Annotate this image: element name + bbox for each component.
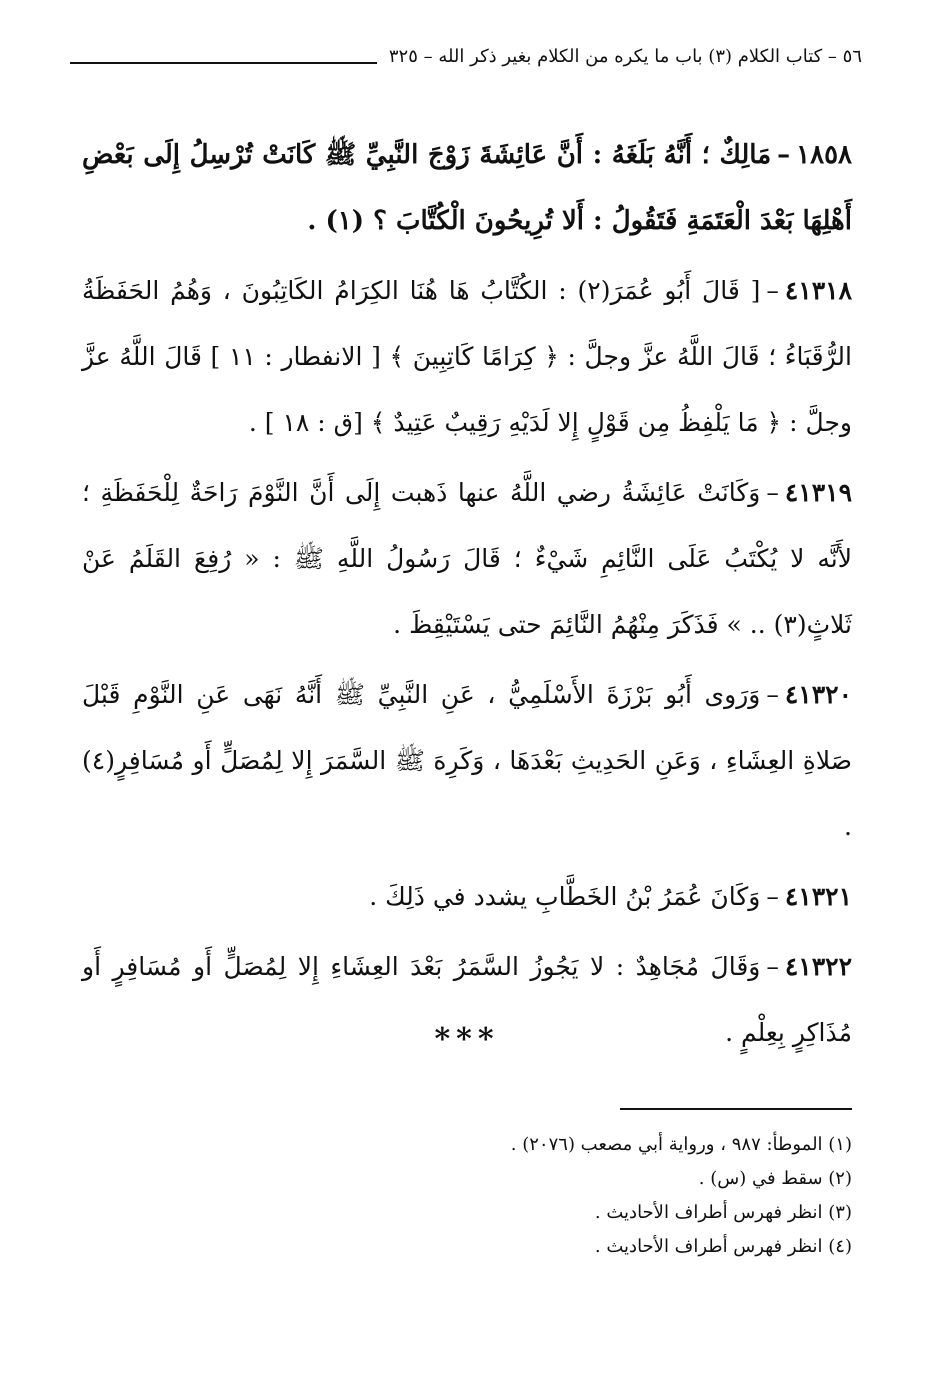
footnote: (١) الموطأ: ٩٨٧ ، ورواية أبي مصعب (٢٠٧٦) . (510, 1134, 852, 1155)
running-header (70, 36, 862, 76)
header-title: ٥٦ – كتاب الكلام (٣) باب ما يكره من الكلام بغير ذكر الله – ٣٢٥ (388, 45, 862, 67)
commentary-paragraph: ٤١٣٢٠–وَرَوى أَبُو بَرْزَةَ الأَسْلَمِيُّ ، عَنِ النَّبِيِّ ﷺ أَنَّهُ نَهَى عَنِ النَّوْمِ قَبْلَ صَلاةِ العِشَاءِ ، وَعَنِ الحَدِيثِ بَعْدَهَا ، وَكَرِهَ ﷺ السَّمَرَ إِلا لِمُصَلٍّ أَو مُسَافِرٍ(٤) . (82, 680, 852, 841)
paragraph-number: ١٨٥٨ (796, 140, 852, 170)
paragraph-text: وَرَوى أَبُو بَرْزَةَ الأَسْلَمِيُّ ، عَنِ النَّبِيِّ ﷺ أَنَّهُ نَهَى عَنِ النَّوْمِ قَبْلَ صَلاةِ العِشَاءِ ، وَعَنِ الحَدِيثِ بَعْدَهَا ، وَكَرِهَ ﷺ السَّمَرَ إِلا لِمُصَلٍّ أَو مُسَافِرٍ(٤) . (82, 680, 852, 841)
section-separator: *** (434, 1022, 500, 1057)
commentary-paragraph: ٤١٣٢٢–وَقَالَ مُجَاهِدٌ : لا يَجُوزُ السَّمَرُ بَعْدَ العِشَاءِ إِلا لِمُصَلٍّ أَو مُسَافِرٍ أَو مُذَاكِرٍ بِعِلْمٍ . (82, 952, 852, 1047)
commentary-paragraph: ٤١٣١٩–وَكَانَتْ عَائِشَةُ رضي اللَّهُ عنها ذَهبت إِلَى أَنَّ النَّوْمَ رَاحَةٌ لِلْحَفَظَةِ ؛ لأَنَّه لا يُكْتَبُ عَلَى النَّائِمِ شَيْءٌ ؛ قَالَ رَسُولُ اللَّهِ ﷺ : « رُفِعَ القَلَمُ عَنْ ثَلاثٍ(٣) .. » فَذَكَرَ مِنْهُمُ النَّائِمَ حتى يَسْتَيْقِظَ . (82, 478, 852, 639)
footnote-rule (620, 1108, 852, 1110)
paragraph-number: ٤١٣١٨ (784, 276, 852, 305)
commentary-paragraph: ٤١٣١٨–[ قَالَ أَبُو عُمَرَ(٢) : الكُتَّابُ هَا هُنَا الكِرَامُ الكَاتِبُونَ ، وَهُمُ الحَفَظَةُ الرُّقَبَاءُ ؛ قَالَ اللَّهُ عزَّ وجلَّ : ﴿ كِرَامًا كَاتِبِينَ ﴾ [ الانفطار : ١١ ] قَالَ اللَّهُ عزَّ وجلَّ : ﴿ مَا يَلْفِظُ مِن قَوْلٍ إِلا لَدَيْهِ رَقِيبٌ عَتِيدٌ ﴾ [ق : ١٨ ] . (82, 276, 852, 437)
footnote: (٢) سقط في (س) . (698, 1168, 852, 1189)
paragraph-text: وَكَانَ عُمَرُ بْنُ الخَطَّابِ يشدد في ذَلِكَ . (369, 882, 761, 911)
paragraph-text: وَكَانَتْ عَائِشَةُ رضي اللَّهُ عنها ذَهبت إِلَى أَنَّ النَّوْمَ رَاحَةٌ لِلْحَفَظَةِ ؛ لأَنَّه لا يُكْتَبُ عَلَى النَّائِمِ شَيْءٌ ؛ قَالَ رَسُولُ اللَّهِ ﷺ : « رُفِعَ القَلَمُ عَنْ ثَلاثٍ(٣) .. » فَذَكَرَ مِنْهُمُ النَّائِمَ حتى يَسْتَيْقِظَ . (82, 478, 852, 639)
paragraph-number: ٤١٣١٩ (784, 478, 852, 507)
commentary-paragraph: ٤١٣٢١–وَكَانَ عُمَرُ بْنُ الخَطَّابِ يشدد في ذَلِكَ . (369, 882, 852, 911)
main-text (82, 122, 852, 1070)
footnote: (٤) انظر فهرس أطراف الأحاديث . (594, 1236, 852, 1257)
hadith-paragraph: ١٨٥٨–مَالِكٌ ؛ أَنَّهُ بَلَغَهُ : أَنَّ عَائِشَةَ زَوْجَ النَّبِيِّ ﷺ كَانَتْ تُرْسِلُ إِلَى بَعْضِ أَهْلِهَا بَعْدَ الْعَتَمَةِ فَتَقُولُ : أَلا تُرِيحُونَ الْكُتَّابَ ؟ (١) . (82, 140, 852, 236)
paragraph-text: وَقَالَ مُجَاهِدٌ : لا يَجُوزُ السَّمَرُ بَعْدَ العِشَاءِ إِلا لِمُصَلٍّ أَو مُسَافِرٍ أَو مُذَاكِرٍ بِعِلْمٍ . (82, 952, 852, 1047)
paragraph-number: ٤١٣٢١ (784, 882, 852, 911)
paragraph-number: ٤١٣٢٢ (784, 952, 852, 981)
paragraph-text: [ قَالَ أَبُو عُمَرَ(٢) : الكُتَّابُ هَا هُنَا الكِرَامُ الكَاتِبُونَ ، وَهُمُ الحَفَظَةُ الرُّقَبَاءُ ؛ قَالَ اللَّهُ عزَّ وجلَّ : ﴿ كِرَامًا كَاتِبِينَ ﴾ [ الانفطار : ١١ ] قَالَ اللَّهُ عزَّ وجلَّ : ﴿ مَا يَلْفِظُ مِن قَوْلٍ إِلا لَدَيْهِ رَقِيبٌ عَتِيدٌ ﴾ [ق : ١٨ ] . (82, 276, 852, 437)
footnotes (82, 1128, 852, 1264)
header-rule (70, 62, 377, 64)
footnote: (٣) انظر فهرس أطراف الأحاديث . (594, 1202, 852, 1223)
paragraph-number: ٤١٣٢٠ (784, 680, 852, 709)
paragraph-text: مَالِكٌ ؛ أَنَّهُ بَلَغَهُ : أَنَّ عَائِشَةَ زَوْجَ النَّبِيِّ ﷺ كَانَتْ تُرْسِلُ إِلَى بَعْضِ أَهْلِهَا بَعْدَ الْعَتَمَةِ فَتَقُولُ : أَلا تُرِيحُونَ الْكُتَّابَ ؟ (١) . (82, 140, 852, 236)
